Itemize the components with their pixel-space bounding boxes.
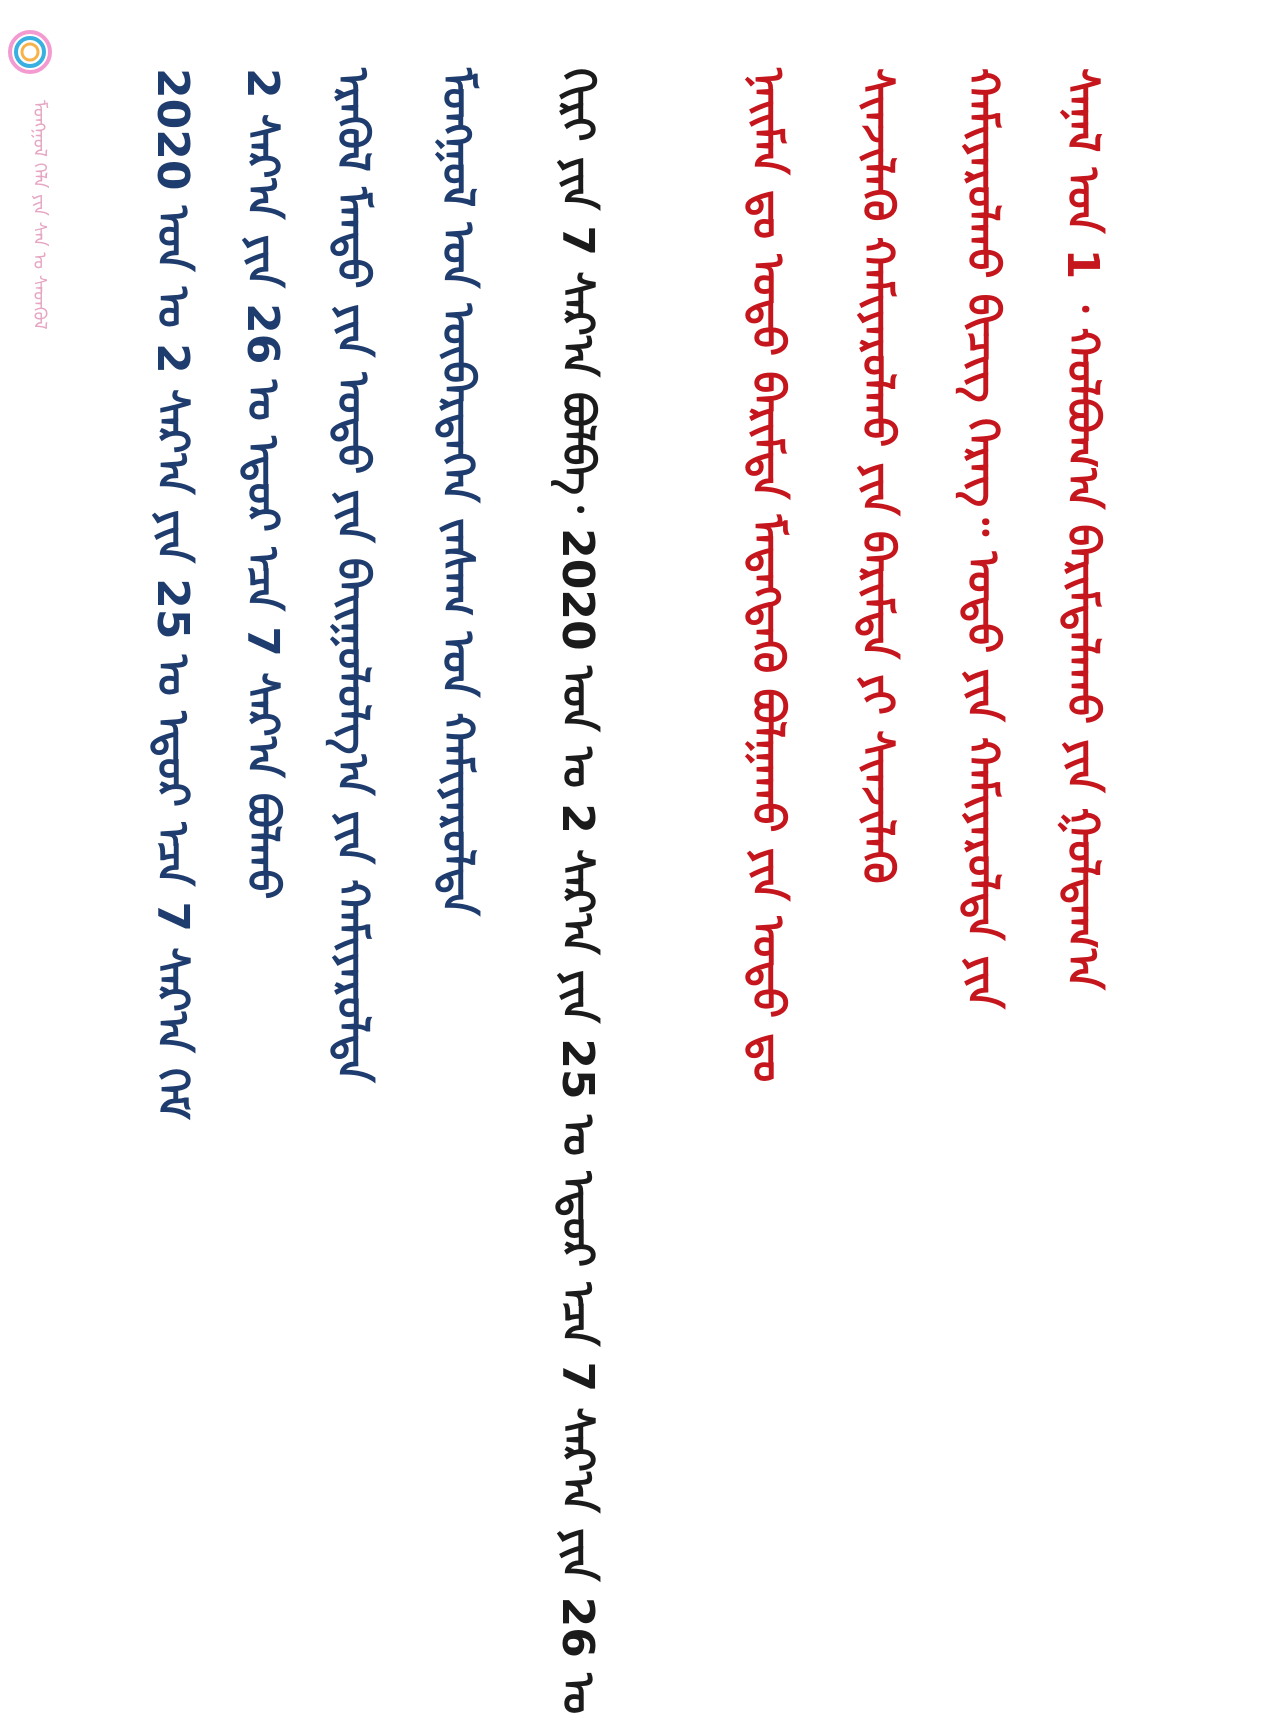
- text-column-1: ᠰᠠᠨᠠᠯ ᠤᠨ 1 ᠂ ᠬᠣᠯᠪᠣᠭ᠎ᠠ ᠪᠠᠷᠢᠮᠲᠠᠯᠠᠬᠤ ᠶᠢᠨ ᠭᠣᠯᠳᠠᠭ᠎ᠠ: [1057, 68, 1108, 990]
- org-column-2: ᠡᠷᠡᠭᠦᠯ ᠮᠡᠨᠳᠦ ᠶᠢᠨ ᠣᠳᠣ ᠶᠢᠨ ᠪᠠᠢᠭᠤᠯᠤᠯᠭ᠎ᠠ ᠶᠢᠨ ᠬᠠᠮᠢᠶᠠᠷᠤᠯᠲᠠ: [327, 68, 378, 1083]
- text-column-3: ᠰᠢᠨᠵᠢᠯᠡᠬᠦ ᠬᠠᠮᠢᠶᠠᠷᠤᠯᠬᠤ ᠶᠢᠨ ᠪᠠᠷᠢᠮᠲᠠ ᠶᠢ ᠰᠢᠨᠵᠢᠯᠡᠬᠦ: [852, 68, 903, 884]
- period-column-2: 2020 ᠣᠨ ᠤ 2 ᠰᠠᠷ᠎ᠠ ᠶᠢᠨ 25 ᠤ ᠡᠳᠦᠷ ᠡᠴᠡ 7 ᠰᠠᠷ᠎ᠠ ᠭᠡᠮ: [147, 68, 198, 1120]
- period-column-1: 2 ᠰᠠᠷ᠎ᠠ ᠶᠢᠨ 26 ᠤ ᠡᠳᠦᠷ ᠡᠴᠡ 7 ᠰᠠᠷ᠎ᠠ ᠪᠣᠯᠬᠣ: [237, 68, 288, 900]
- spiral-logo-icon: [6, 28, 54, 76]
- text-column-2: ᠬᠠᠮᠢᠶᠠᠷᠤᠯᠬᠤ ᠪᠢᠴᠢᠭ ᠬᠡᠷᠡᠭ᠃ ᠣᠳᠣ ᠶᠢᠨ ᠬᠠᠮᠢᠶᠠᠷᠤᠯᠲᠠ ᠶᠢᠨ: [957, 68, 1008, 1009]
- text-column-4: ᠨᠠᠢᠮᠠᠨ ᠳᠤ ᠣᠳᠣ ᠪᠠᠷᠢᠮᠲᠠ ᠮᠡᠳᠡᠭᠳᠡᠬᠦ ᠪᠣᠯᠭᠠᠬᠤ ᠶᠢᠨ ᠣᠳᠣ ᠳᠤ: [742, 68, 793, 1083]
- watermark-text: ᠮᠣᠩᠭᠣᠯ ᠬᠡᠯᠡ ᠶᠢᠨ ᠰᠠᠨ ᠤ ᠰᠡᠳᠬᠦᠯ: [29, 100, 50, 330]
- org-column-1: ᠮᠣᠩᠭᠣᠯ ᠤᠨ ᠥᠪᠡᠷᠲᠡᠭᠡᠨ ᠵᠠᠰᠠᠭ ᠤᠨ ᠬᠠᠮᠢᠶᠠᠷᠤᠯᠲᠠ: [432, 68, 483, 916]
- date-column: ᠬᠢᠷᠢ ᠶᠢᠨ 7 ᠰᠠᠷ᠎ᠠ ᠪᠣᠯᠪᠠ᠂ 2020 ᠣᠨ ᠤ 2 ᠰᠠᠷ᠎ᠠ ᠶᠢᠨ 25 ᠤ ᠡᠳᠦᠷ ᠡᠴᠡ 7 ᠰᠠᠷ᠎ᠠ ᠶᠢᠨ 26 ᠤ: [552, 68, 603, 1714]
